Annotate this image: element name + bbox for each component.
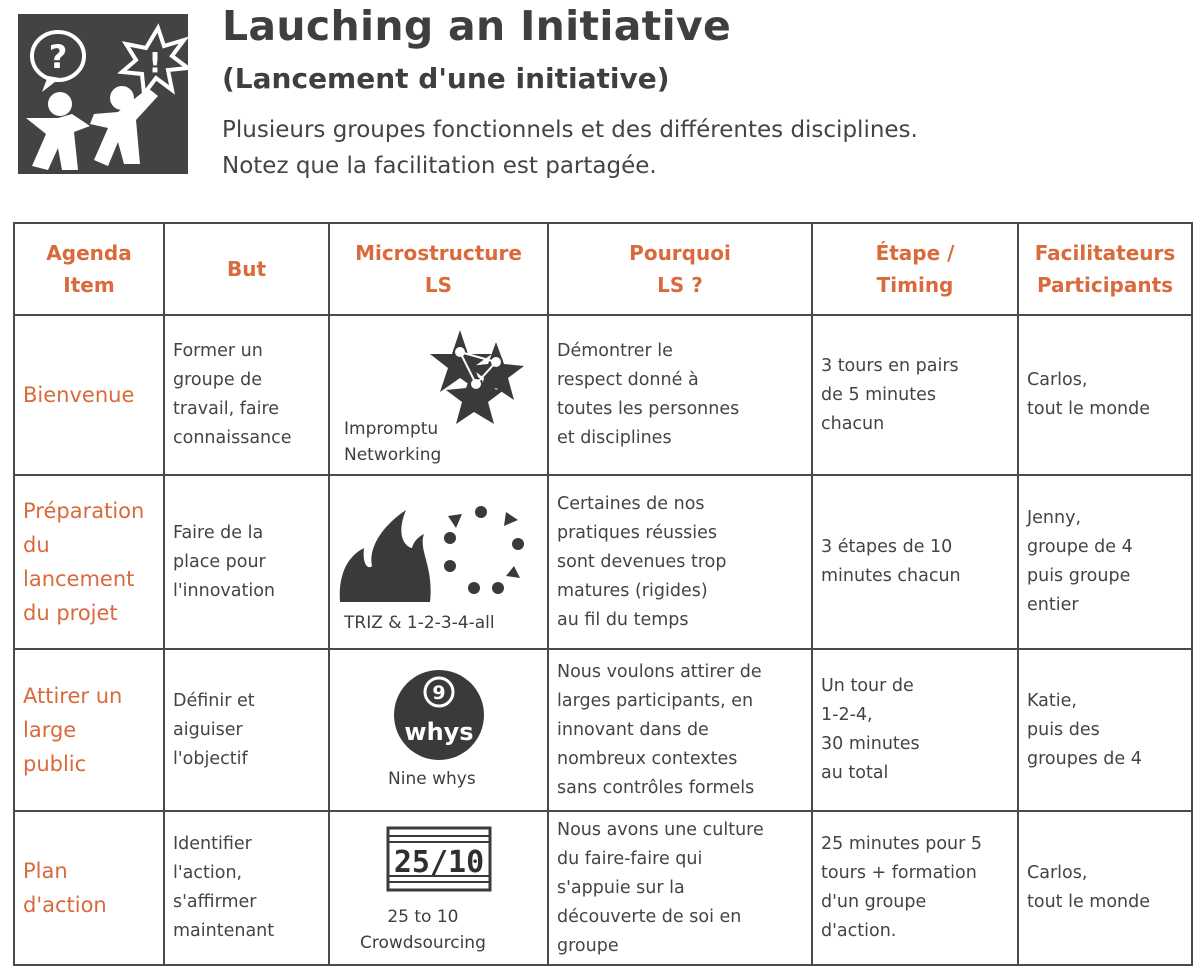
- microstructure-cell: [329, 649, 548, 811]
- table-row: [14, 649, 1192, 811]
- microstructure-cell: [329, 811, 548, 965]
- header-but: But: [164, 223, 329, 315]
- header-microstructure: Microstructure LS: [329, 223, 548, 315]
- table-header-row: [14, 223, 1192, 315]
- nine-whys-word: whys: [404, 718, 474, 746]
- pourquoi-cell: Certaines de nos pratiques réussies sont devenues trop matures (rigides) au fil du temps: [548, 475, 812, 649]
- header-agenda-item: Agenda Item: [14, 223, 164, 315]
- facilitateurs-cell: Carlos, tout le monde: [1018, 811, 1192, 965]
- svg-text:?: ?: [48, 38, 68, 76]
- one-two-four-all-circle-icon: [434, 504, 528, 598]
- table-row: [14, 315, 1192, 475]
- header-facilitateurs: Facilitateurs Participants: [1018, 223, 1192, 315]
- nine-whys-badge-icon: [392, 668, 486, 762]
- description-line: Plusieurs groupes fonctionnels et des différentes disciplines.: [222, 117, 918, 143]
- etape-cell: Un tour de 1-2-4, 30 minutes au total: [812, 649, 1018, 811]
- page-description: [222, 112, 918, 184]
- agenda-item: Plan d'action: [14, 811, 164, 965]
- agenda-item: Préparation du lancement du projet: [14, 475, 164, 649]
- microstructure-label: 25 to 10 Crowdsourcing: [360, 907, 486, 953]
- card-text: 25/10: [393, 845, 485, 880]
- impromptu-networking-icon: [430, 326, 525, 424]
- table-row: [14, 475, 1192, 649]
- nine-whys-number: 9: [432, 682, 446, 704]
- header-etape-timing: Étape / Timing: [812, 223, 1018, 315]
- microstructure-cell: [329, 315, 548, 475]
- pourquoi-cell: Démontrer le respect donné à toutes les personnes et disciplines: [548, 315, 812, 475]
- header-logo-icon: [18, 14, 188, 174]
- agenda-item: Bienvenue: [14, 315, 164, 475]
- microstructure-cell: [329, 475, 548, 649]
- pourquoi-cell: Nous voulons attirer de larges participants, en innovant dans de nombreux contextes sans contrôles formels: [548, 649, 812, 811]
- microstructure-label: Impromptu Networking: [344, 419, 442, 465]
- microstructure-label: TRIZ & 1-2-3-4-all: [344, 613, 495, 633]
- facilitateurs-cell: Carlos, tout le monde: [1018, 315, 1192, 475]
- pourquoi-cell: Nous avons une culture du faire-faire qui s'appuie sur la découverte de soi en groupe: [548, 811, 812, 965]
- agenda-item: Attirer un large public: [14, 649, 164, 811]
- page-subtitle: (Lancement d'une initiative): [222, 62, 670, 95]
- microstructure-label: Nine whys: [388, 769, 476, 789]
- but-cell: Identifier l'action, s'affirmer maintenant: [164, 811, 329, 965]
- but-cell: Définir et aiguiser l'objectif: [164, 649, 329, 811]
- but-cell: Former un groupe de travail, faire connaissance: [164, 315, 329, 475]
- page-title: Lauching an Initiative: [222, 2, 732, 50]
- but-cell: Faire de la place pour l'innovation: [164, 475, 329, 649]
- etape-cell: 3 étapes de 10 minutes chacun: [812, 475, 1018, 649]
- twenty-five-to-ten-card-icon: [386, 826, 492, 892]
- triz-flame-icon: [338, 504, 434, 604]
- header-pourquoi: Pourquoi LS ?: [548, 223, 812, 315]
- facilitateurs-cell: Jenny, groupe de 4 puis groupe entier: [1018, 475, 1192, 649]
- agenda-table: [13, 222, 1193, 966]
- description-line: Notez que la facilitation est partagée.: [222, 153, 657, 179]
- etape-cell: 25 minutes pour 5 tours + formation d'un groupe d'action.: [812, 811, 1018, 965]
- table-row: [14, 811, 1192, 965]
- etape-cell: 3 tours en pairs de 5 minutes chacun: [812, 315, 1018, 475]
- svg-text:!: !: [148, 46, 162, 79]
- facilitateurs-cell: Katie, puis des groupes de 4: [1018, 649, 1192, 811]
